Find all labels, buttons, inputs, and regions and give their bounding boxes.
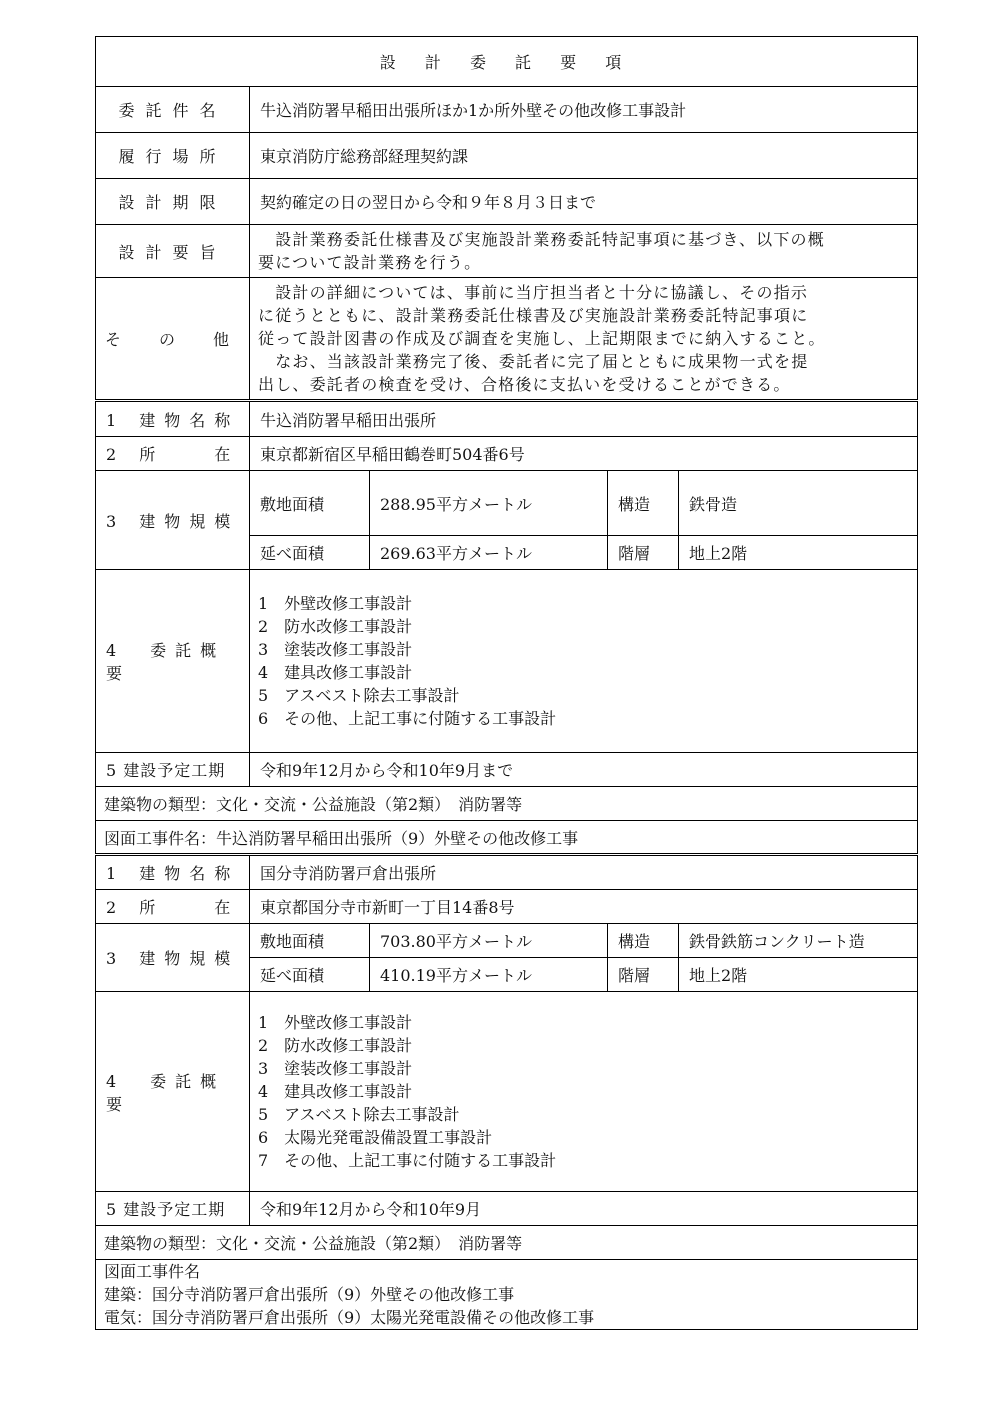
text-line: 要について設計業務を行う。 xyxy=(258,253,482,272)
list-item: 6 その他、上記工事に付随する工事設計 xyxy=(258,709,557,728)
text-line: 従って設計図書の作成及び調査を実施し、上記期限までに納入すること。 xyxy=(258,329,826,348)
list-item: 3 塗装改修工事設計 xyxy=(258,640,413,659)
contract-name-label: 委託件名 xyxy=(96,87,250,133)
structure-label: 構造 xyxy=(608,471,679,536)
list-item: 2 防水改修工事設計 xyxy=(258,617,413,636)
text-line: 設計の詳細については、事前に当庁担当者と十分に協議し、その指示 xyxy=(258,283,809,302)
building-1-period-label: 5 建設予定工期 xyxy=(96,753,250,787)
floors-value: 地上2階 xyxy=(679,958,918,992)
building-2-name: 国分寺消防署戸倉出張所 xyxy=(250,855,918,890)
building-1-period: 令和9年12月から令和10年9月まで xyxy=(250,753,918,787)
structure-value: 鉄骨造 xyxy=(679,471,918,536)
floors-value: 地上2階 xyxy=(679,536,918,570)
drawing-name-electrical: 電気：国分寺消防署戸倉出張所（9）太陽光発電設備その他改修工事 xyxy=(104,1308,595,1327)
list-item: 1 外壁改修工事設計 xyxy=(258,594,413,613)
performance-place-value: 東京消防庁総務部経理契約課 xyxy=(250,133,918,179)
design-deadline-value: 契約確定の日の翌日から令和９年８月３日まで xyxy=(250,179,918,225)
site-area-label: 敷地面積 xyxy=(250,471,370,536)
design-deadline-label: 設計期限 xyxy=(96,179,250,225)
building-2-address: 東京都国分寺市新町一丁目14番8号 xyxy=(250,890,918,924)
performance-place-label: 履行場所 xyxy=(96,133,250,179)
building-1-address-label: 2 所 在 xyxy=(96,437,250,471)
text-line: 出し、委託者の検査を受け、合格後に支払いを受けることができる。 xyxy=(258,375,791,394)
floor-area-value: 269.63平方メートル xyxy=(370,536,608,570)
building-2-drawing-names xyxy=(96,1260,918,1330)
building-1-drawing-name: 図面工事件名：牛込消防署早稲田出張所（9）外壁その他改修工事 xyxy=(96,821,918,855)
list-item: 6 太陽光発電設備設置工事設計 xyxy=(258,1128,493,1147)
list-item: 7 その他、上記工事に付随する工事設計 xyxy=(258,1151,557,1170)
site-area-value: 703.80平方メートル xyxy=(370,924,608,958)
other-label: そ の 他 xyxy=(96,278,250,401)
building-2-scale-label: 3 建物規模 xyxy=(96,924,250,992)
building-1-outline-label: 4 委託概要 xyxy=(96,570,250,753)
structure-label: 構造 xyxy=(608,924,679,958)
site-area-label: 敷地面積 xyxy=(250,924,370,958)
list-item: 3 塗装改修工事設計 xyxy=(258,1059,413,1078)
design-purpose-text xyxy=(250,225,918,278)
other-text xyxy=(250,278,918,401)
building-2-outline-label: 4 委託概要 xyxy=(96,992,250,1192)
text-line: に従うとともに、設計業務委託仕様書及び実施設計業務委託特記事項に xyxy=(258,306,809,325)
building-1-scale-label: 3 建物規模 xyxy=(96,471,250,570)
specification-table xyxy=(95,36,918,1330)
floor-area-label: 延べ面積 xyxy=(250,536,370,570)
building-2-period-label: 5 建設予定工期 xyxy=(96,1192,250,1226)
building-1-outline-list xyxy=(250,570,918,753)
building-2-name-label: 1 建物名称 xyxy=(96,855,250,890)
floor-area-label: 延べ面積 xyxy=(250,958,370,992)
list-item: 1 外壁改修工事設計 xyxy=(258,1013,413,1032)
building-2-period: 令和9年12月から令和10年9月 xyxy=(250,1192,918,1226)
list-item: 5 アスベスト除去工事設計 xyxy=(258,1105,460,1124)
site-area-value: 288.95平方メートル xyxy=(370,471,608,536)
floors-label: 階層 xyxy=(608,958,679,992)
building-1-address: 東京都新宿区早稲田鶴巻町504番6号 xyxy=(250,437,918,471)
text-line: なお、当該設計業務完了後、委託者に完了届とともに成果物一式を提 xyxy=(258,352,809,371)
building-1-name-label: 1 建物名称 xyxy=(96,401,250,437)
list-item: 4 建具改修工事設計 xyxy=(258,663,413,682)
list-item: 5 アスベスト除去工事設計 xyxy=(258,686,460,705)
structure-value: 鉄骨鉄筋コンクリート造 xyxy=(679,924,918,958)
document-title: 設 計 委 託 要 項 xyxy=(96,37,918,87)
building-1-name: 牛込消防署早稲田出張所 xyxy=(250,401,918,437)
floor-area-value: 410.19平方メートル xyxy=(370,958,608,992)
design-purpose-label: 設計要旨 xyxy=(96,225,250,278)
text-line: 設計業務委託仕様書及び実施設計業務委託特記事項に基づき、以下の概 xyxy=(258,230,825,249)
contract-name-value: 牛込消防署早稲田出張所ほか1か所外壁その他改修工事設計 xyxy=(250,87,918,133)
list-item: 2 防水改修工事設計 xyxy=(258,1036,413,1055)
drawing-name-heading: 図面工事件名 xyxy=(104,1262,201,1281)
building-2-outline-list xyxy=(250,992,918,1192)
building-2-type: 建築物の類型：文化・交流・公益施設（第2類） 消防署等 xyxy=(96,1226,918,1260)
drawing-name-architecture: 建築：国分寺消防署戸倉出張所（9）外壁その他改修工事 xyxy=(104,1285,515,1304)
building-2-address-label: 2 所 在 xyxy=(96,890,250,924)
floors-label: 階層 xyxy=(608,536,679,570)
building-1-type: 建築物の類型：文化・交流・公益施設（第2類） 消防署等 xyxy=(96,787,918,821)
list-item: 4 建具改修工事設計 xyxy=(258,1082,413,1101)
